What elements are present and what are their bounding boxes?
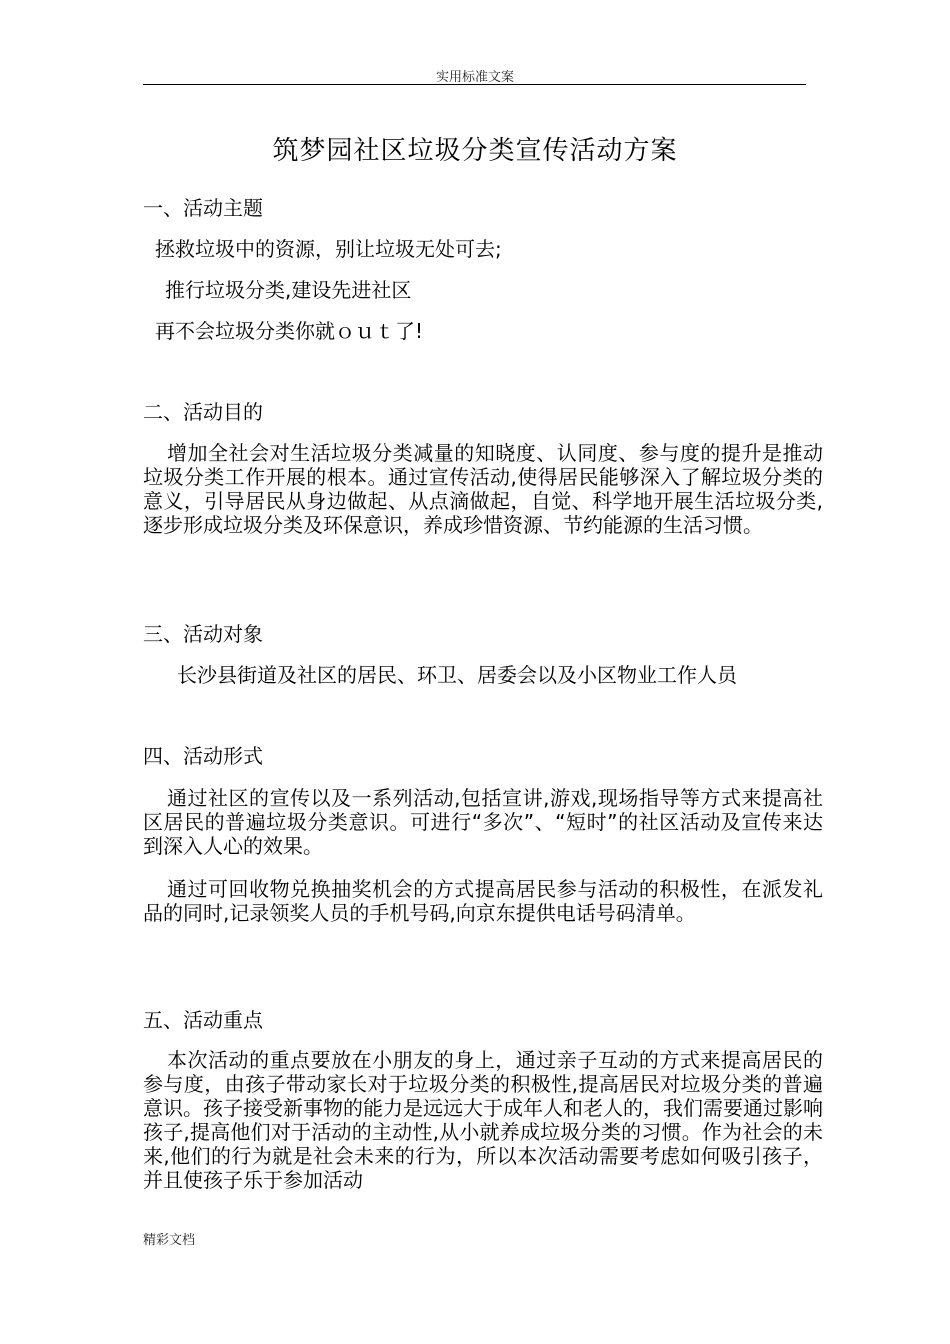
section-heading-purpose: 二、活动目的 xyxy=(143,400,263,424)
section-heading-theme: 一、活动主题 xyxy=(143,196,263,220)
audience-line: 长沙县街道及社区的居民、环卫、居委会以及小区物业工作人员 xyxy=(177,663,737,687)
format-paragraph-1: 通过社区的宣传以及一系列活动,包括宣讲,游戏,现场指导等方式来提高社区居民的普遍垃圾分类意识。可进行“多次”、“短时”的社区活动及宣传来达到深入人心的效果。 xyxy=(143,786,823,858)
section-heading-format: 四、活动形式 xyxy=(143,744,263,768)
page-footer: 精彩文档 xyxy=(143,1233,196,1248)
document-title: 筑梦园社区垃圾分类宣传活动方案 xyxy=(272,136,678,166)
header-rule xyxy=(143,84,806,85)
theme-line-2: 推行垃圾分类,建设先进社区 xyxy=(165,278,412,302)
theme-line-3: 再不会垃圾分类你就ｏｕｔ了! xyxy=(155,319,424,343)
section-heading-audience: 三、活动对象 xyxy=(143,622,263,646)
purpose-paragraph: 增加全社会对生活垃圾分类减量的知晓度、认同度、参与度的提升是推动垃圾分类工作开展的根本。通过宣传活动,使得居民能够深入了解垃圾分类的意义，引导居民从身边做起、从点滴做起，自觉、科学地开展生活垃圾分类,逐步形成垃圾分类及环保意识，养成珍惜资源、节约能源的生活习惯。 xyxy=(143,441,823,537)
focus-paragraph: 本次活动的重点要放在小朋友的身上，通过亲子互动的方式来提高居民的参与度，由孩子带动家长对于垃圾分类的积极性,提高居民对垃圾分类的普遍意识。孩子接受新事物的能力是远远大于成年人和老人的，我们需要通过影响孩子,提高他们对于活动的主动性,从小就养成垃圾分类的习惯。作为社会的未来,他们的行为就是社会未来的行为，所以本次活动需要考虑如何吸引孩子，并且使孩子乐于参加活动 xyxy=(143,1048,823,1192)
section-heading-focus: 五、活动重点 xyxy=(143,1008,263,1032)
theme-line-1: 拯救垃圾中的资源，别让垃圾无处可去; xyxy=(155,237,502,261)
header-text: 实用标准文案 xyxy=(435,70,514,85)
format-paragraph-2: 通过可回收物兑换抽奖机会的方式提高居民参与活动的积极性，在派发礼品的同时,记录领奖人员的手机号码,向京东提供电话号码清单。 xyxy=(143,877,823,925)
